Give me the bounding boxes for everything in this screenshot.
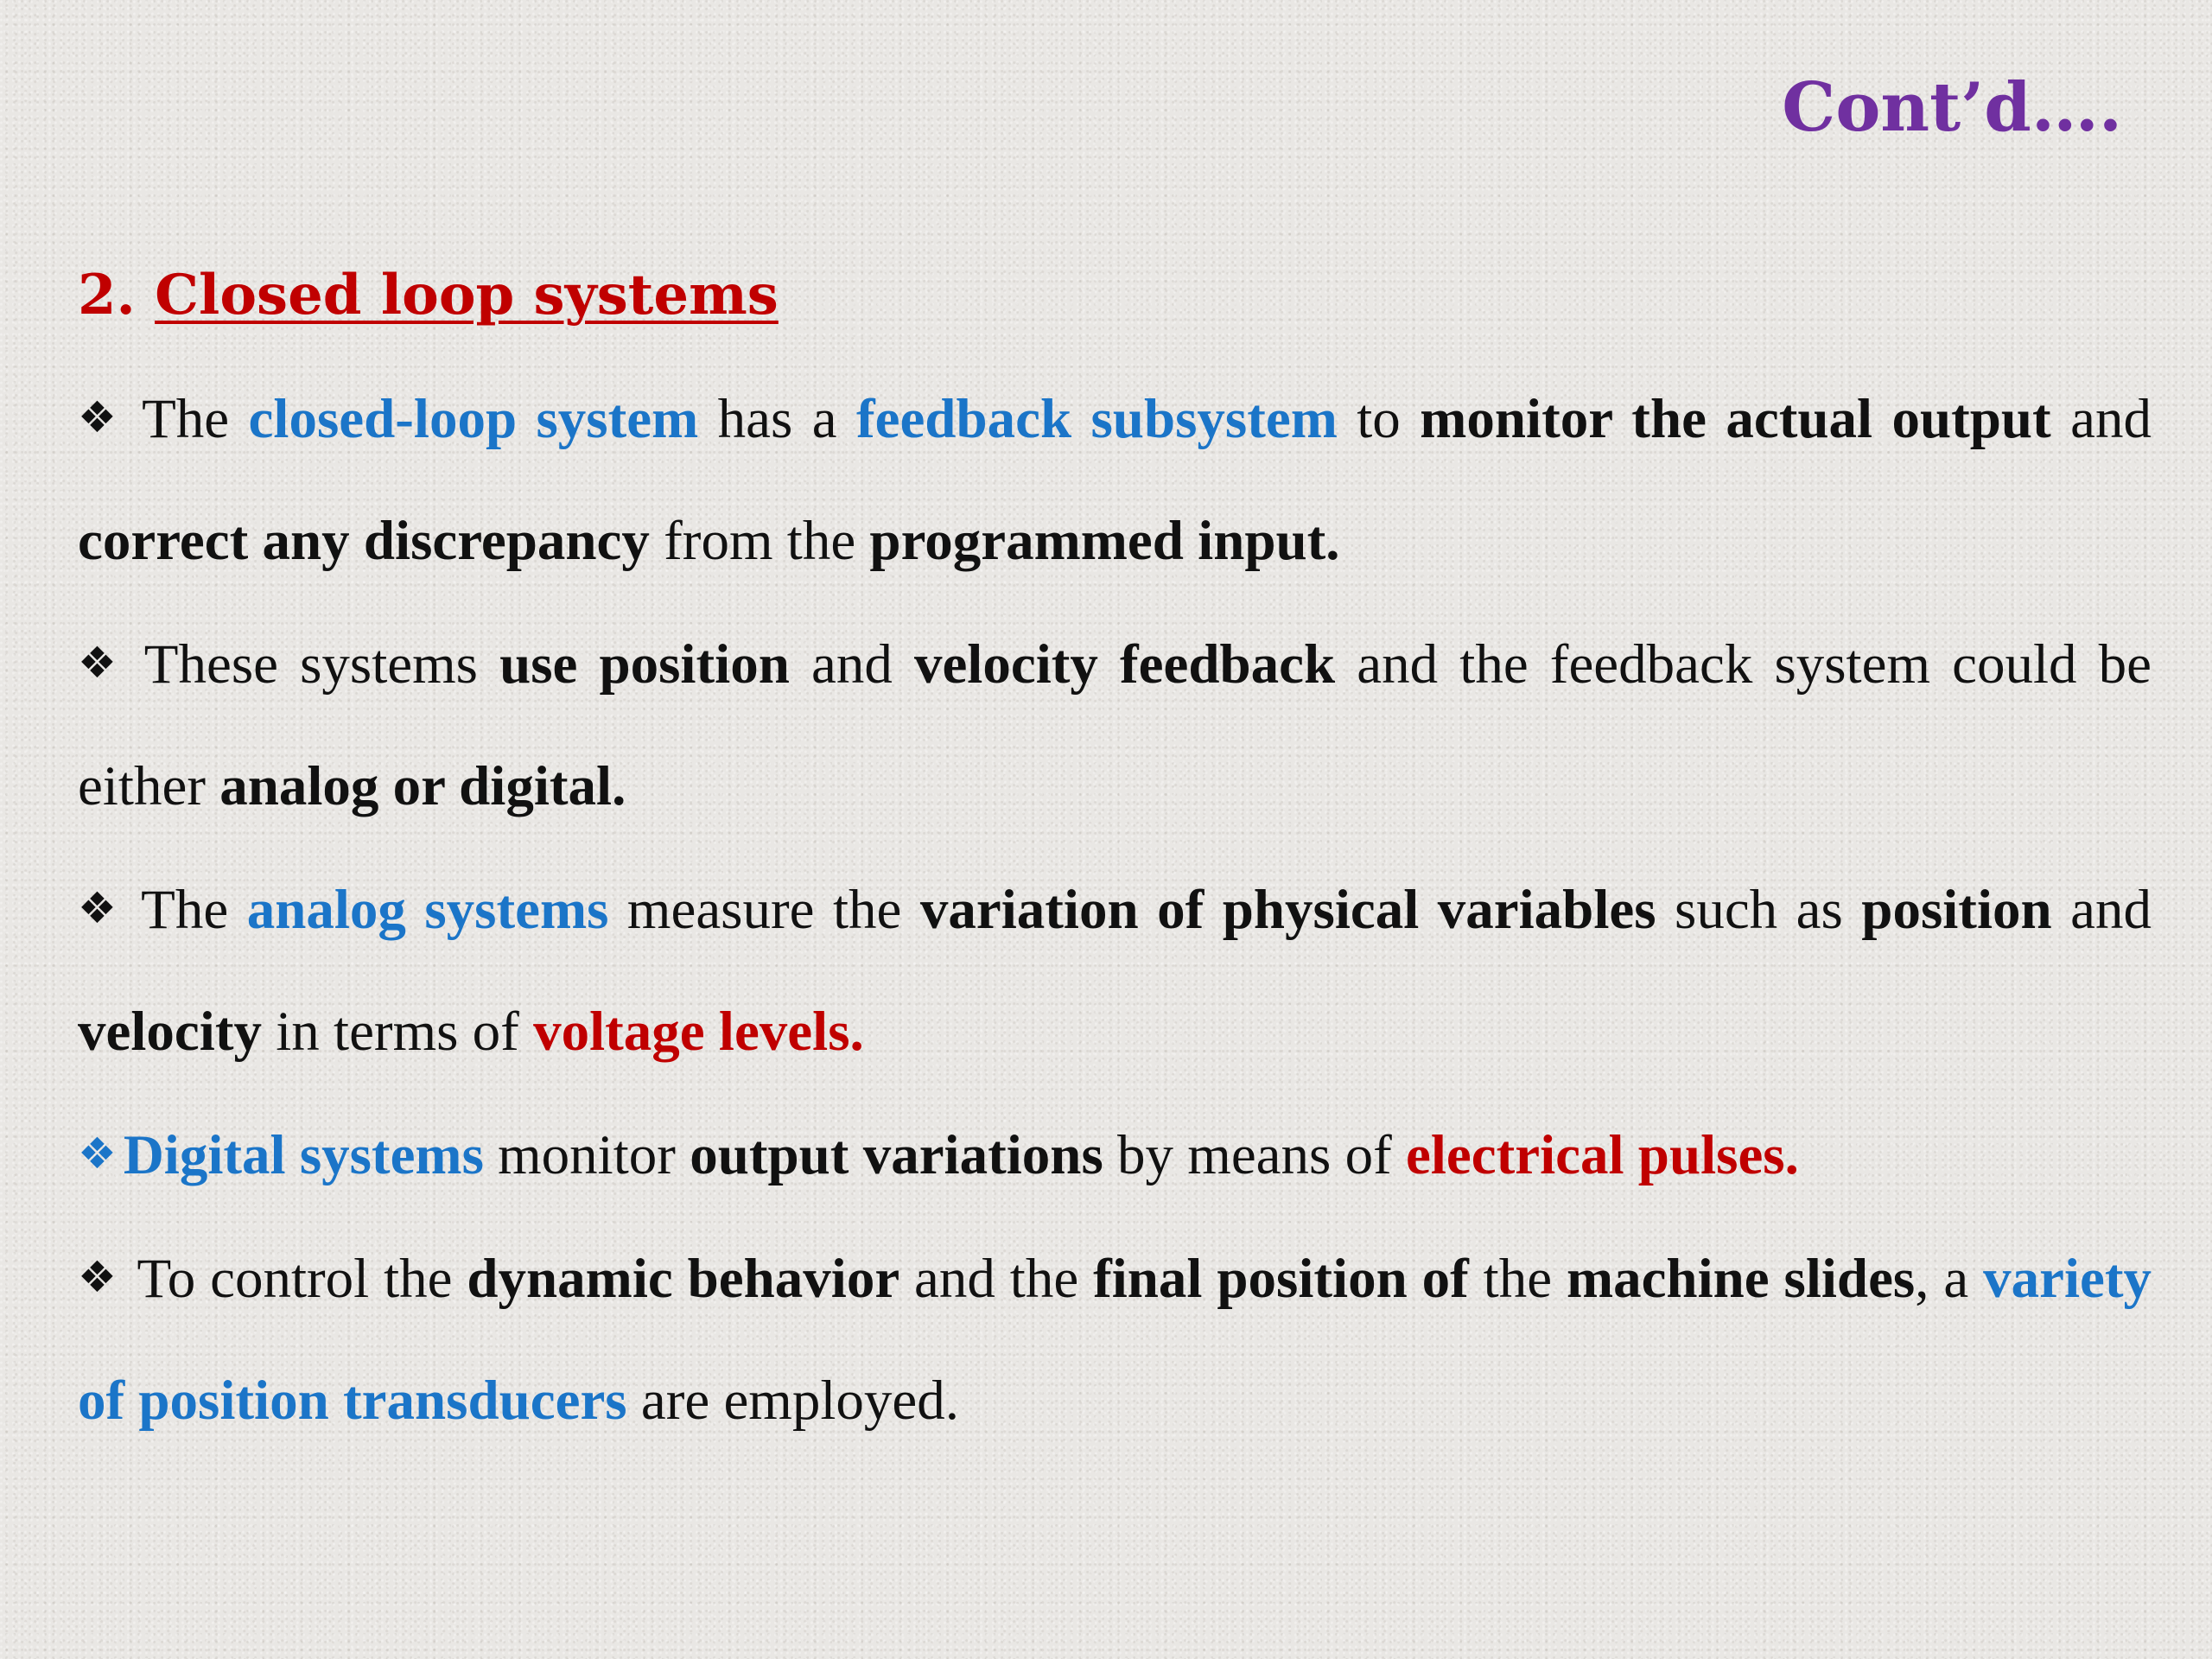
text-run: The (141, 879, 247, 942)
slide-content (78, 259, 2152, 1462)
bullet-4 (78, 1093, 2152, 1217)
text-run: and (2051, 879, 2152, 942)
bold-run: analog or digital. (219, 755, 626, 818)
text-run: such as (1656, 879, 1862, 942)
bold-run: variation of physical variables (919, 879, 1656, 942)
text-run: and the feedback system could be either (78, 633, 2152, 818)
text-run: in terms of (261, 1001, 534, 1064)
diamond-bullet-icon: ❖ (78, 1252, 117, 1303)
diamond-bullet-icon: ❖ (78, 883, 117, 934)
bold-run: correct any discrepancy (78, 510, 650, 573)
highlight-run: variety of position transducers (78, 1248, 2152, 1433)
text-run: are employed. (626, 1370, 960, 1433)
bold-run: velocity (78, 1001, 262, 1064)
text-run: and (2050, 388, 2152, 451)
bold-run: machine slides (1566, 1248, 1916, 1311)
text-run: the (1468, 1248, 1567, 1311)
text-run: measure the (608, 879, 920, 942)
text-run: and the (899, 1248, 1094, 1311)
text-run: and (789, 633, 914, 696)
highlight-run: analog systems (246, 879, 609, 942)
bold-run: monitor the actual output (1420, 388, 2051, 451)
bold-run: programmed input. (869, 510, 1340, 573)
text-run: from the (649, 510, 870, 573)
bold-run: dynamic behavior (467, 1248, 900, 1311)
text-run: The (142, 388, 249, 451)
diamond-bullet-icon: ❖ (78, 638, 117, 689)
bullet-5 (78, 1217, 2152, 1462)
text-run: , a (1915, 1248, 1984, 1311)
section-heading (78, 259, 2152, 331)
bold-run: position (1861, 879, 2052, 942)
highlight-run: closed-loop system (248, 388, 699, 451)
section-heading-text: Closed loop systems (155, 263, 779, 327)
bold-run: use position (499, 633, 790, 696)
highlight-run: Digital systems (123, 1124, 484, 1187)
diamond-bullet-icon: ❖ (78, 392, 117, 443)
text-run: to (1337, 388, 1421, 451)
bold-run: velocity feedback (913, 633, 1336, 696)
text-run: To control the (137, 1248, 467, 1311)
bold-run: output variations (690, 1124, 1103, 1187)
bullet-1 (78, 357, 2152, 602)
red-highlight-run: voltage levels. (533, 1001, 864, 1064)
section-number: 2. (78, 263, 136, 327)
highlight-run: feedback subsystem (855, 388, 1338, 451)
bold-run: final position of (1093, 1248, 1469, 1311)
diamond-bullet-icon: ❖ (78, 1128, 117, 1179)
bullet-3 (78, 848, 2152, 1093)
slide-title: Cont’d…. (1782, 68, 2122, 147)
red-highlight-run: electrical pulses. (1405, 1124, 1799, 1187)
text-run: by means of (1103, 1124, 1406, 1187)
text-run: has a (698, 388, 856, 451)
text-run: These systems (143, 633, 500, 696)
text-run: monitor (483, 1124, 690, 1187)
bullet-2 (78, 602, 2152, 848)
